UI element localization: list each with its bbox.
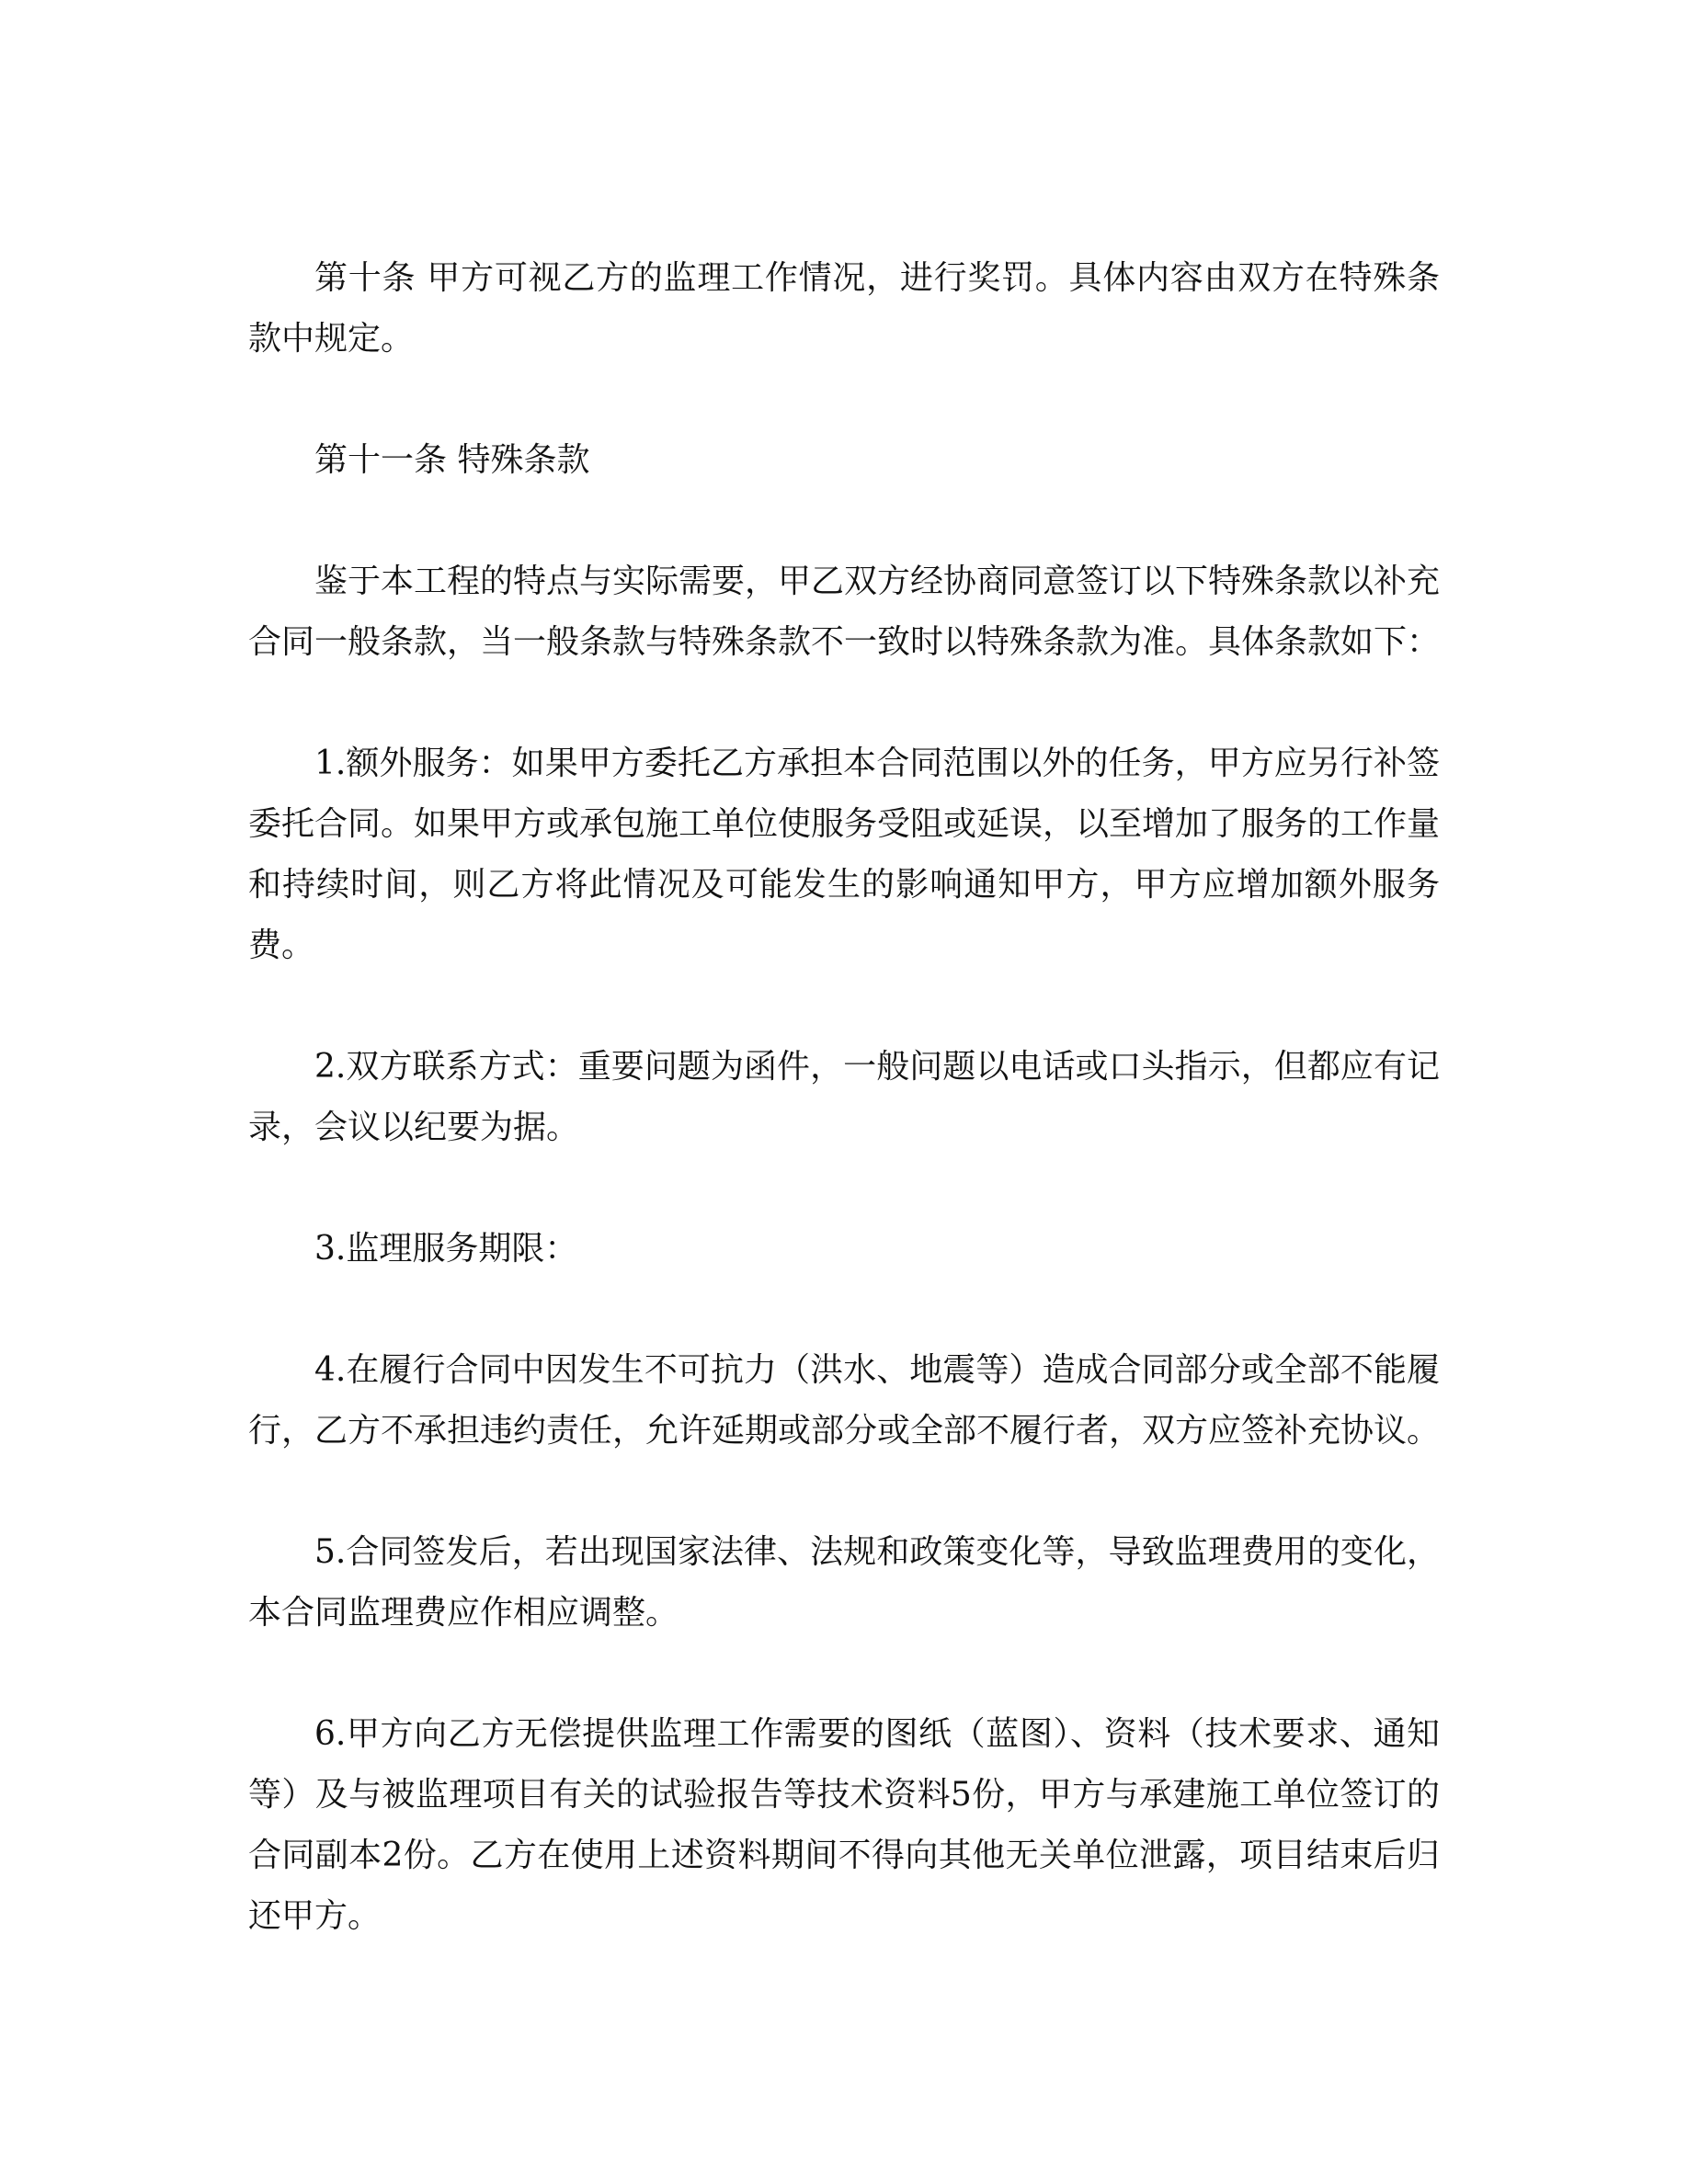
article-10-paragraph: 第十条 甲方可视乙方的监理工作情况，进行奖罚。具体内容由双方在特殊条款中规定。 [248,259,1440,358]
contract-text [248,248,1440,1947]
clause-1-extra-services: 1.额外服务：如果甲方委托乙方承担本合同范围以外的任务，甲方应另行补签委托合同。如果甲方或承包施工单位使服务受阻或延误，以至增加了服务的工作量和持续时间，则乙方将此情况及可能发生的影响通知甲方，甲方应增加额外服务费。 [248,745,1441,964]
article-11-heading: 第十一条 特殊条款 [314,441,590,479]
clause-5-fee-adjustment: 5.合同签发后，若出现国家法律、法规和政策变化等，导致监理费用的变化，本合同监理费应作相应调整。 [248,1533,1440,1632]
clause-3-service-term: 3.监理服务期限： [314,1230,578,1268]
clause-2-contact-methods: 2.双方联系方式：重要问题为函件，一般问题以电话或口头指示，但都应有记录，会议以纪要为据。 [248,1048,1440,1146]
clause-4-force-majeure: 4.在履行合同中因发生不可抗力（洪水、地震等）造成合同部分或全部不能履行，乙方不承担违约责任，允许延期或部分或全部不履行者，双方应签补充协议。 [248,1351,1441,1450]
special-terms-intro: 鉴于本工程的特点与实际需要，甲乙双方经协商同意签订以下特殊条款以补充合同一般条款，当一般条款与特殊条款不一致时以特殊条款为准。具体条款如下： [248,563,1441,661]
clause-6-documents-provided: 6.甲方向乙方无偿提供监理工作需要的图纸（蓝图）、资料（技术要求、通知等）及与被监理项目有关的试验报告等技术资料5份，甲方与承建施工单位签订的合同副本2份。乙方在使用上述资料期间不得向其他无关单位泄露，项目结束后归还甲方。 [248,1715,1440,1935]
